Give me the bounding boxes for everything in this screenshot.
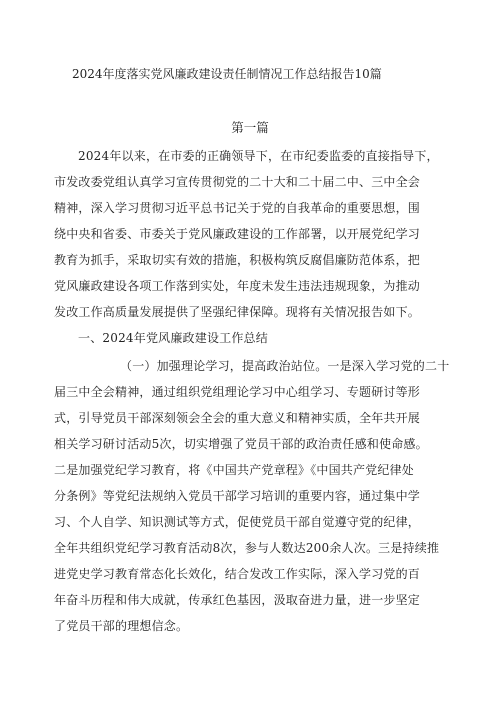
paragraph-line: 习、个人自学、知识测试等方式，促使党员干部自觉遵守党的纪律， xyxy=(54,515,421,529)
paragraph-line: 进党史学习教育常态化长效化，结合发改工作实际，深入学习党的百 xyxy=(54,567,421,581)
paragraph-line: 发改工作高质量发展提供了坚强纪律保障。现将有关情况报告如下。 xyxy=(54,305,421,319)
paragraph-line: 绕中央和省委、市委关于党风廉政建设的工作部署，以开展党纪学习 xyxy=(54,227,421,241)
paragraph-line: 精神，深入学习贯彻习近平总书记关于党的自我革命的重要思想，围 xyxy=(54,201,421,215)
paragraph-line: 二是加强党纪学习教育，将《中国共产党章程》《中国共产党纪律处 xyxy=(54,463,415,477)
paragraph-line: 式，引导党员干部深刻领会全会的重大意义和精神实质，全年共开展 xyxy=(54,411,421,425)
paragraph-line: 党风廉政建设各项工作落到实处，年度未发生违法违规现象，为推动 xyxy=(54,279,421,293)
paragraph-line: 年奋斗历程和伟大成就，传承红色基因，汲取奋进力量，进一步坚定 xyxy=(54,593,421,607)
section-heading: 第一篇 xyxy=(231,120,269,135)
paragraph-line: 2024年以来，在市委的正确领导下，在市纪委监委的直接指导下， xyxy=(78,149,439,163)
paragraph-line: 全年共组织党纪学习教育活动8次，参与人数达200余人次。三是持续推 xyxy=(54,541,440,555)
paragraph-line: 分条例》等党纪法规纳入党员干部学习培训的重要内容，通过集中学 xyxy=(54,489,421,503)
paragraph-line: 相关学习研讨活动5次，切实增强了党员干部的政治责任感和使命感。 xyxy=(54,437,428,451)
paragraph-line: 教育为抓手，采取切实有效的措施，积极构筑反腐倡廉防范体系，把 xyxy=(54,253,421,267)
document-title: 2024年度落实党风廉政建设责任制情况工作总结报告10篇 xyxy=(72,67,382,81)
paragraph-line: 市发改委党组认真学习宣传贯彻党的二十大和二十届二中、三中全会 xyxy=(54,175,421,189)
paragraph-line: 了党员干部的理想信念。 xyxy=(54,619,189,633)
section-subheading: 一、2024年党风廉政建设工作总结 xyxy=(78,331,268,345)
paragraph-line: 届三中全会精神，通过组织党组理论学习中心组学习、专题研讨等形 xyxy=(54,385,421,399)
paragraph-line: （一）加强理论学习，提高政治站位。一是深入学习党的二十 xyxy=(120,359,450,373)
